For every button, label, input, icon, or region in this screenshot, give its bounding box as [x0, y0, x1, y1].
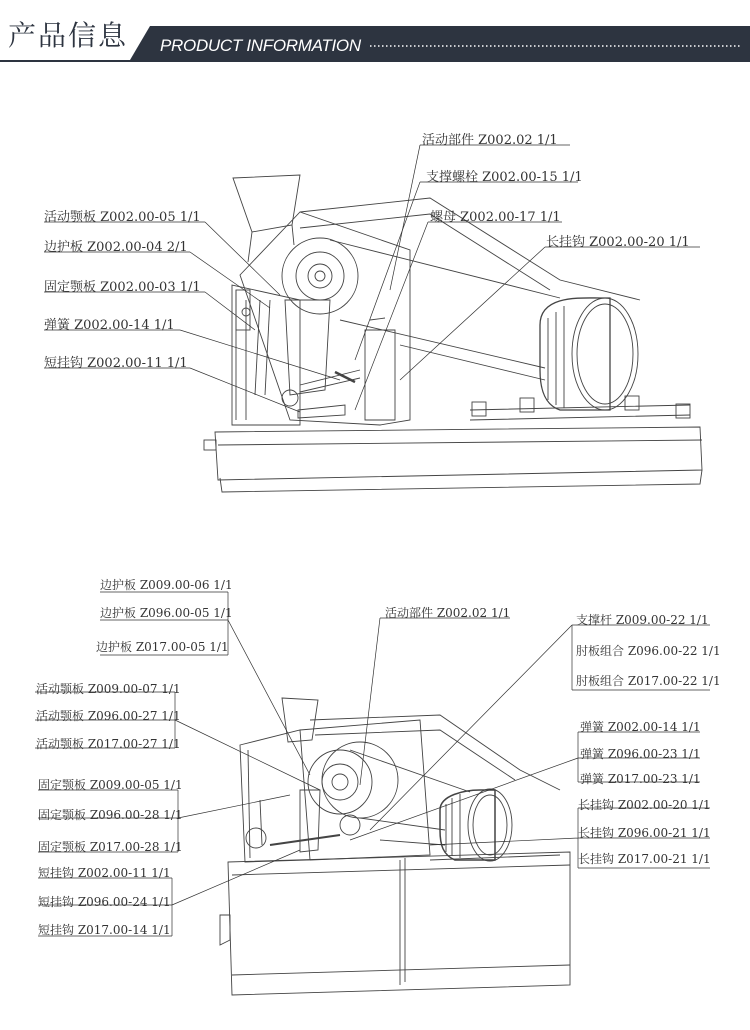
label-long-hook: 长挂钩 Z002.00-20 1/1 [546, 235, 690, 250]
label-long-hook-3: 长挂钩 Z017.00-21 1/1 [578, 852, 711, 866]
label-long-hook-1: 长挂钩 Z002.00-20 1/1 [578, 798, 711, 812]
header-title-cn: 产品信息 [8, 19, 129, 52]
label-side-guard-2: 边护板 Z096.00-05 1/1 [100, 606, 233, 620]
label-support-rod: 支撑杆 Z009.00-22 1/1 [576, 613, 709, 627]
label-moving-jaw-3: 活动颚板 Z017.00-27 1/1 [36, 737, 181, 751]
label-fixed-jaw-1: 固定颚板 Z009.00-05 1/1 [38, 778, 183, 792]
label-spring-2: 弹簧 Z096.00-23 1/1 [580, 747, 701, 761]
label-spring-3: 弹簧 Z017.00-23 1/1 [580, 772, 701, 786]
header-title-en: PRODUCT INFORMATION [160, 36, 361, 55]
label-spring-1: 弹簧 Z002.00-14 1/1 [580, 720, 701, 734]
label-short-hook-3: 短挂钩 Z017.00-14 1/1 [38, 923, 171, 937]
label-moving-jaw-plate: 活动颚板 Z002.00-05 1/1 [44, 210, 201, 225]
label-nut: 螺母 Z002.00-17 1/1 [430, 210, 561, 225]
label-side-guard-plate: 边护板 Z002.00-04 2/1 [44, 240, 188, 255]
label-short-hook-2: 短挂钩 Z096.00-24 1/1 [38, 895, 171, 909]
label-spring: 弹簧 Z002.00-14 1/1 [44, 318, 175, 333]
label-fixed-jaw-plate: 固定颚板 Z002.00-03 1/1 [44, 280, 201, 295]
label-moving-part-2: 活动部件 Z002.02 1/1 [385, 606, 511, 620]
label-fixed-jaw-2: 固定颚板 Z096.00-28 1/1 [38, 808, 183, 822]
label-support-bolt: 支撑螺栓 Z002.00-15 1/1 [426, 170, 583, 185]
label-moving-jaw-1: 活动颚板 Z009.00-07 1/1 [36, 682, 181, 696]
label-toggle-assembly-1: 肘板组合 Z096.00-22 1/1 [576, 644, 721, 658]
label-side-guard-1: 边护板 Z009.00-06 1/1 [100, 578, 233, 592]
label-long-hook-2: 长挂钩 Z096.00-21 1/1 [578, 826, 711, 840]
label-side-guard-3: 边护板 Z017.00-05 1/1 [96, 640, 229, 654]
label-fixed-jaw-3: 固定颚板 Z017.00-28 1/1 [38, 840, 183, 854]
label-short-hook-1: 短挂钩 Z002.00-11 1/1 [38, 866, 171, 880]
label-moving-part: 活动部件 Z002.02 1/1 [422, 133, 558, 148]
label-moving-jaw-2: 活动颚板 Z096.00-27 1/1 [36, 709, 181, 723]
label-short-hook: 短挂钩 Z002.00-11 1/1 [44, 356, 188, 371]
label-toggle-assembly-2: 肘板组合 Z017.00-22 1/1 [576, 674, 721, 688]
